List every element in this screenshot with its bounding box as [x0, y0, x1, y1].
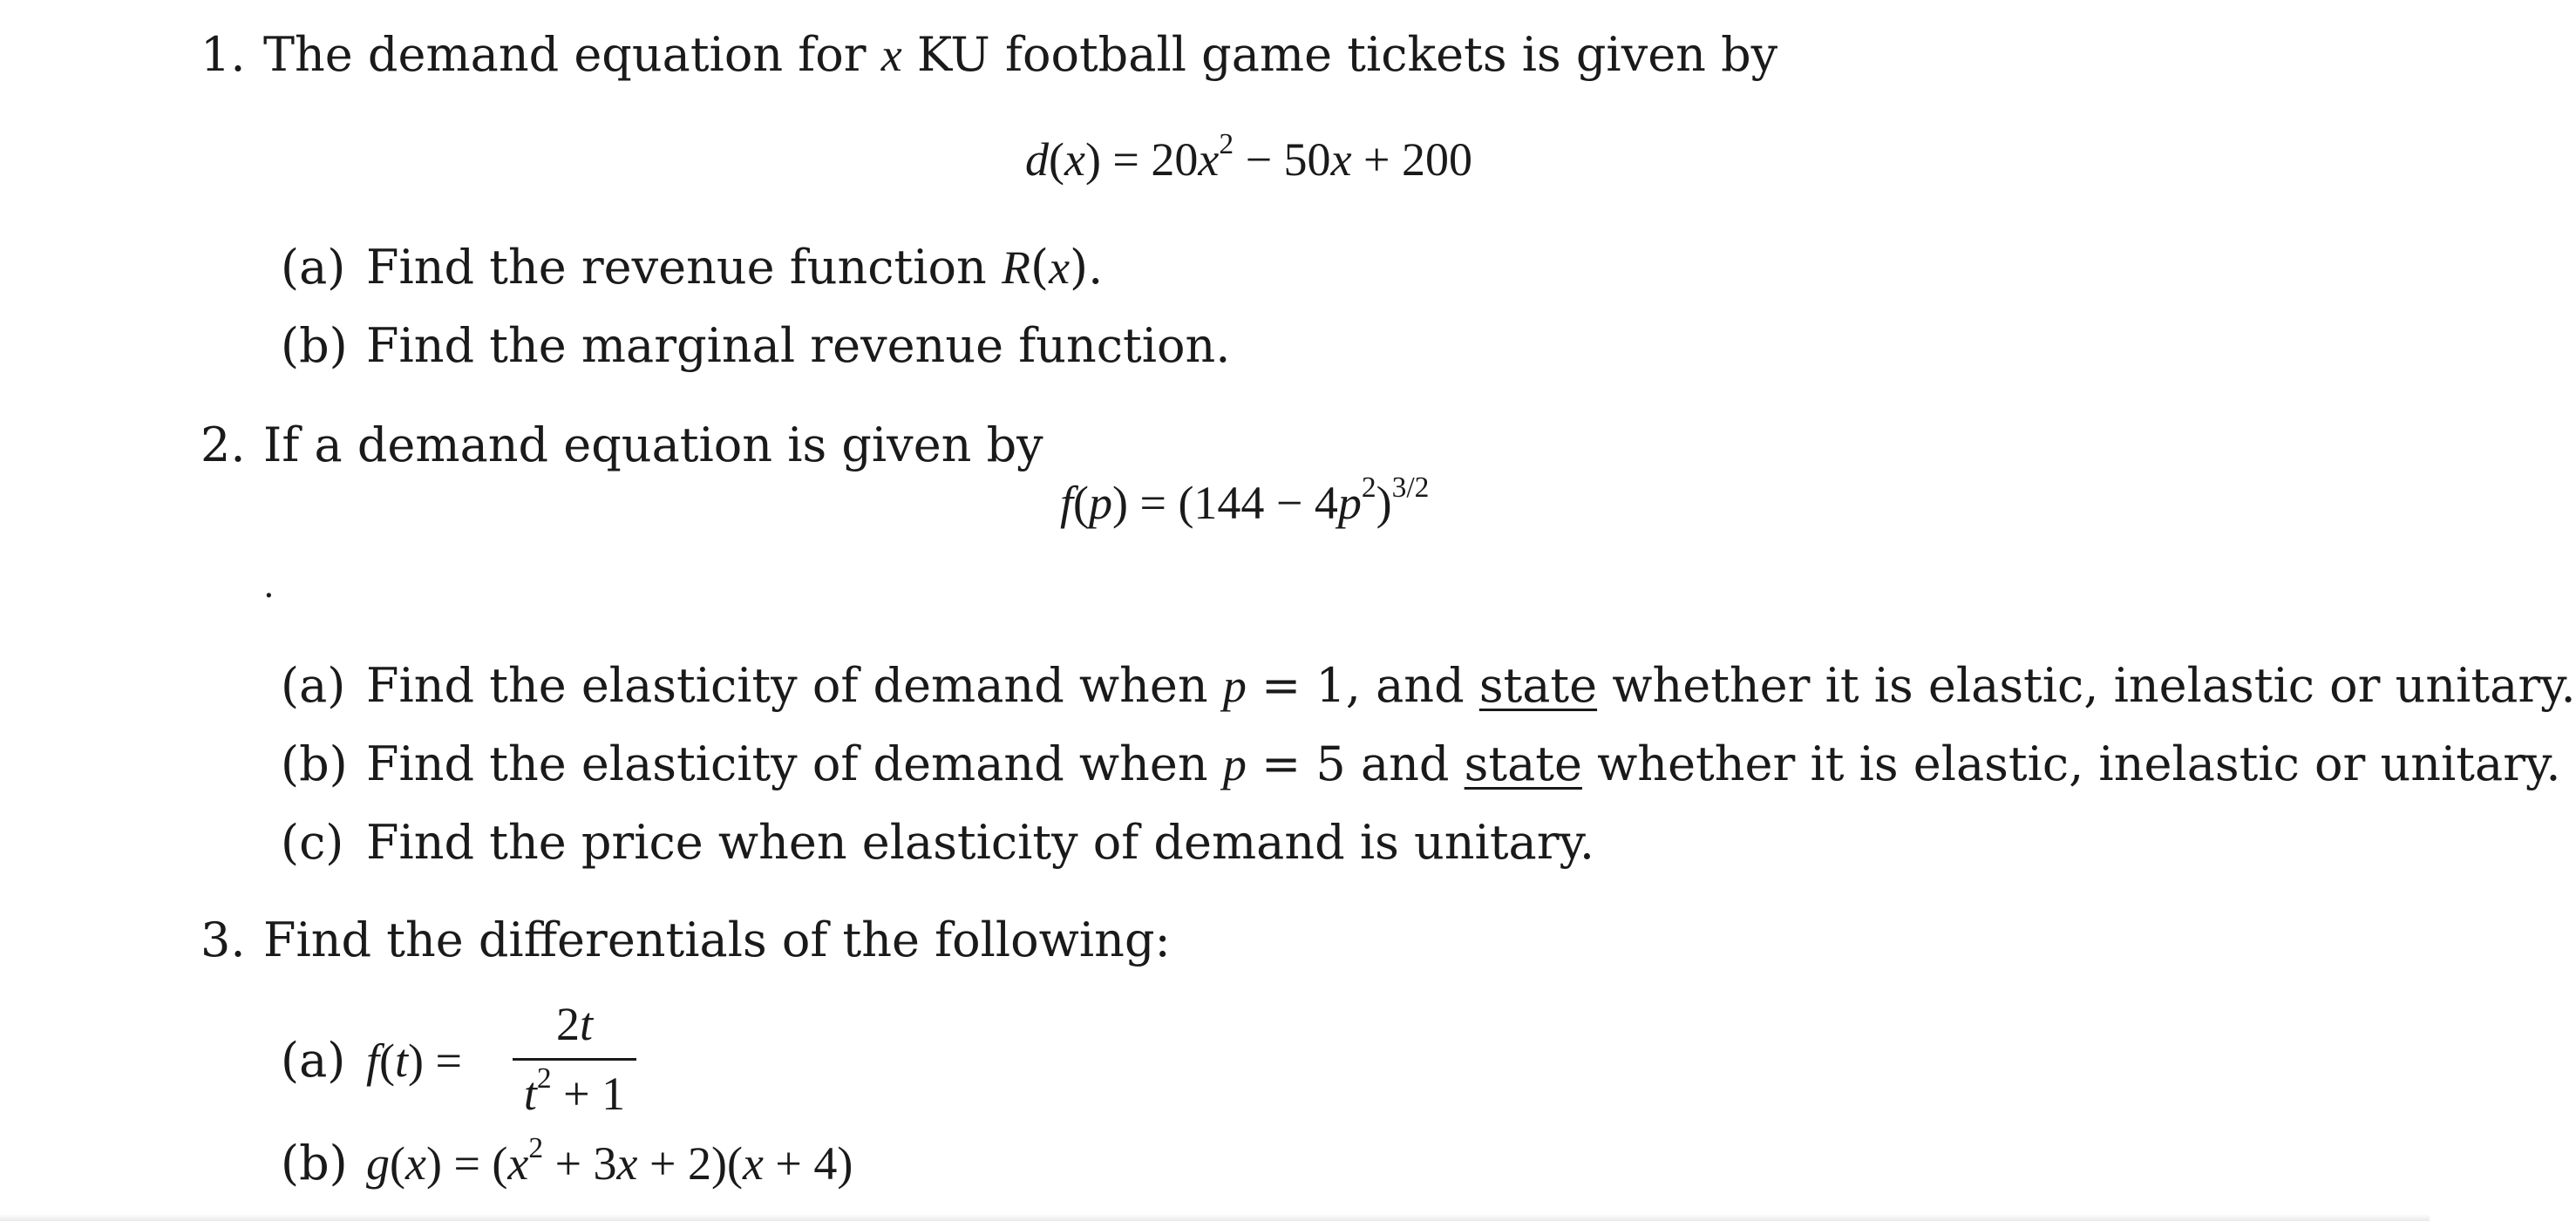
problem-1-demand-equation: $d(x) = 20x^2 - 50x + 200$	[1025, 127, 1472, 186]
fraction-bar	[513, 1058, 636, 1061]
problem-1-intro: The demand equation for x KU football game tickets is given by	[263, 27, 1778, 82]
problem-3a-fraction	[513, 998, 636, 1120]
problem-1-number: 1.	[201, 27, 246, 82]
problem-3b-expression: $g(x) = (x^2 + 3x + 2)(x + 4)$	[366, 1131, 853, 1190]
problem-1a-label: (a)	[281, 240, 346, 295]
fraction-numerator: 2t	[555, 998, 593, 1050]
problem-2-number: 2.	[201, 417, 246, 472]
problem-2b-label: (b)	[281, 736, 348, 791]
problem-2b-text: Find the elasticity of demand when p = 5 and state whether it is elastic, inelastic or unitary.	[366, 736, 2561, 791]
problem-1b-text: Find the marginal revenue function.	[366, 318, 1231, 373]
problem-2c-label: (c)	[281, 815, 344, 870]
problem-2a-label: (a)	[281, 658, 346, 713]
problem-3b-label: (b)	[281, 1136, 348, 1190]
problem-2-demand-equation: $f(p) = (144 - 4p^2)^{3/2}$	[1060, 471, 1430, 529]
fraction-denominator: $t^2 + 1$	[523, 1062, 626, 1120]
problem-1a-text: Find the revenue function R(x).	[366, 240, 1104, 295]
problem-2c-text: Find the price when elasticity of demand is unitary.	[366, 815, 1595, 870]
problem-2-intro: If a demand equation is given by	[263, 417, 1043, 472]
problem-1b-label: (b)	[281, 318, 348, 373]
problem-3a-lhs: f(t) =	[366, 1034, 462, 1087]
problem-2-stray-dot: .	[263, 566, 275, 606]
problem-3-number: 3.	[201, 912, 246, 967]
problem-2a-text: Find the elasticity of demand when p = 1, and state whether it is elastic, inelastic or unitary.	[366, 658, 2576, 713]
problem-3-intro: Find the differentials of the following:	[263, 912, 1171, 967]
bottom-edge-shadow	[0, 1214, 2430, 1221]
problem-3a-label: (a)	[281, 1033, 346, 1088]
state-underlined-word: state	[1464, 736, 1582, 791]
state-underlined-word: state	[1478, 658, 1598, 713]
